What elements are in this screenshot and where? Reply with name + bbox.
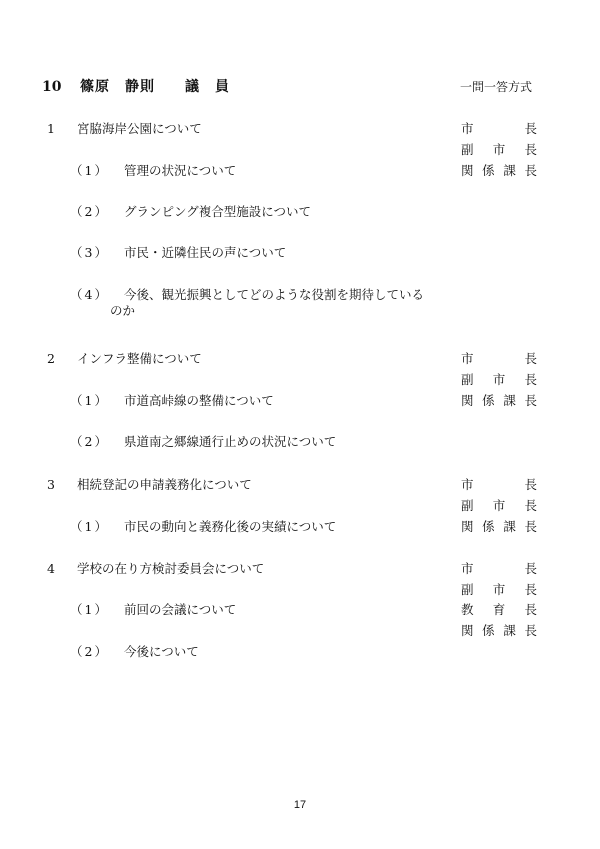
sub-question-number: （3） [70,245,109,260]
responder: 関 係 課 長 [461,519,537,534]
responder: 副 市 長 [461,372,537,387]
responder: 市 長 [461,477,537,492]
sub-question-text: 市民の動向と義務化後の実績について [124,519,337,534]
member-name: 篠原 静則 議 員 [80,79,230,95]
sub-question-text-continuation: のか [110,303,136,318]
sub-question-number: （2） [70,644,109,659]
responder: 市 長 [461,121,537,136]
sub-question-number: （4） [70,287,109,302]
sub-question-number: （2） [70,434,109,449]
responder: 市 長 [461,351,537,366]
responder: 関 係 課 長 [461,623,537,638]
responder: 副 市 長 [461,498,537,513]
sub-question-number: （1） [70,519,109,534]
responder: 関 係 課 長 [461,163,537,178]
sub-question-text: 前回の会議について [124,602,237,617]
member-number: 10 [42,79,62,95]
question-format: 一問一答方式 [460,80,533,94]
responder: 教 育 長 [461,602,537,617]
sub-question-text: 市民・近隣住民の声について [124,245,287,260]
page-number: 17 [293,799,307,811]
topic-number: 1 [47,121,55,136]
topic-number: 2 [47,351,55,366]
topic-title: 学校の在り方検討委員会について [77,561,265,576]
topic-title: 宮脇海岸公園について [77,121,202,136]
topic-number: 4 [47,561,55,576]
responder: 副 市 長 [461,142,537,157]
topic-title: 相続登記の申請義務化について [77,477,252,492]
sub-question-number: （1） [70,602,109,617]
topic-number: 3 [47,477,55,492]
sub-question-text: 今後について [124,644,199,659]
responder: 市 長 [461,561,537,576]
topic-title: インフラ整備について [77,351,202,366]
sub-question-text: 市道高峠線の整備について [124,393,274,408]
responder: 副 市 長 [461,582,537,597]
sub-question-text: 県道南之郷線通行止めの状況について [124,434,337,449]
sub-question-number: （2） [70,204,109,219]
sub-question-number: （1） [70,393,109,408]
sub-question-text: グランピング複合型施設について [124,204,312,219]
sub-question-text: 管理の状況について [124,163,237,178]
sub-question-number: （1） [70,163,109,178]
sub-question-text: 今後、観光振興としてどのような役割を期待している [124,287,425,302]
responder: 関 係 課 長 [461,393,537,408]
